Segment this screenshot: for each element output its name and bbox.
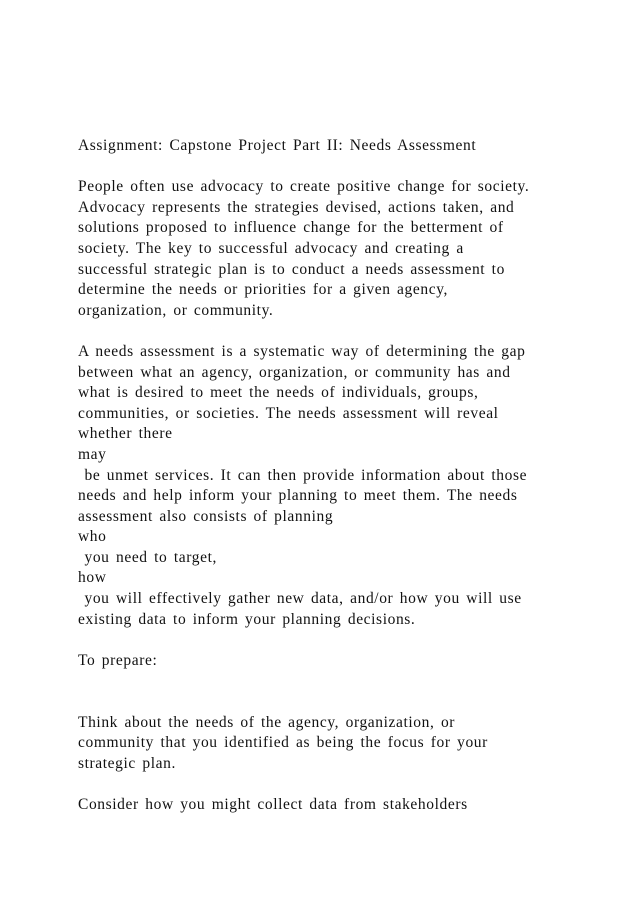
text-line: Think about the needs of the agency, organization, or <box>78 713 456 731</box>
text-line: community that you identified as being the focus for your <box>78 734 488 752</box>
text-line: what is desired to meet the needs of individuals, groups, <box>78 384 479 402</box>
text-line: may <box>78 445 107 463</box>
paragraph-spacer <box>78 630 618 651</box>
text-line: you will effectively gather new data, and/or how you will use <box>78 590 522 608</box>
text-line: whether there <box>78 425 173 443</box>
text-line: society. The key to successful advocacy and creating a <box>78 239 464 257</box>
paragraph-advocacy <box>78 177 618 321</box>
paragraph-think <box>78 713 618 775</box>
text-line: Consider how you might collect data from stakeholders <box>78 796 468 813</box>
text-line: solutions proposed to influence change for the betterment of <box>78 219 504 237</box>
paragraph-spacer <box>78 774 618 795</box>
document-body <box>78 136 618 816</box>
text-line: communities, or societies. The needs assessment will reveal <box>78 404 499 422</box>
paragraph-consider <box>78 795 618 816</box>
text-line: Advocacy represents the strategies devised, actions taken, and <box>78 198 515 216</box>
text-line: A needs assessment is a systematic way of determining the gap <box>78 342 526 360</box>
text-line: who <box>78 528 107 546</box>
text-line: be unmet services. It can then provide information about those <box>78 466 528 484</box>
paragraph-spacer <box>78 157 618 178</box>
text-line: assessment also consists of planning <box>78 507 334 525</box>
assignment-title: Assignment: Capstone Project Part II: Needs Assessment <box>78 137 477 154</box>
text-line: how <box>78 569 107 587</box>
text-line: organization, or community. <box>78 301 274 319</box>
prepare-heading: To prepare: <box>78 651 158 669</box>
paragraph-spacer <box>78 671 618 712</box>
paragraph-needs-assessment <box>78 342 618 630</box>
text-line: needs and help inform your planning to meet them. The needs <box>78 487 518 505</box>
text-line: between what an agency, organization, or community has and <box>78 363 511 381</box>
text-line: successful strategic plan is to conduct a needs assessment to <box>78 260 505 278</box>
text-line: People often use advocacy to create positive change for society. <box>78 178 530 196</box>
text-line: existing data to inform your planning decisions. <box>78 610 416 628</box>
paragraph-spacer <box>78 321 618 342</box>
text-line: determine the needs or priorities for a given agency, <box>78 281 449 299</box>
text-line: strategic plan. <box>78 754 176 772</box>
text-line: you need to target, <box>78 548 217 566</box>
